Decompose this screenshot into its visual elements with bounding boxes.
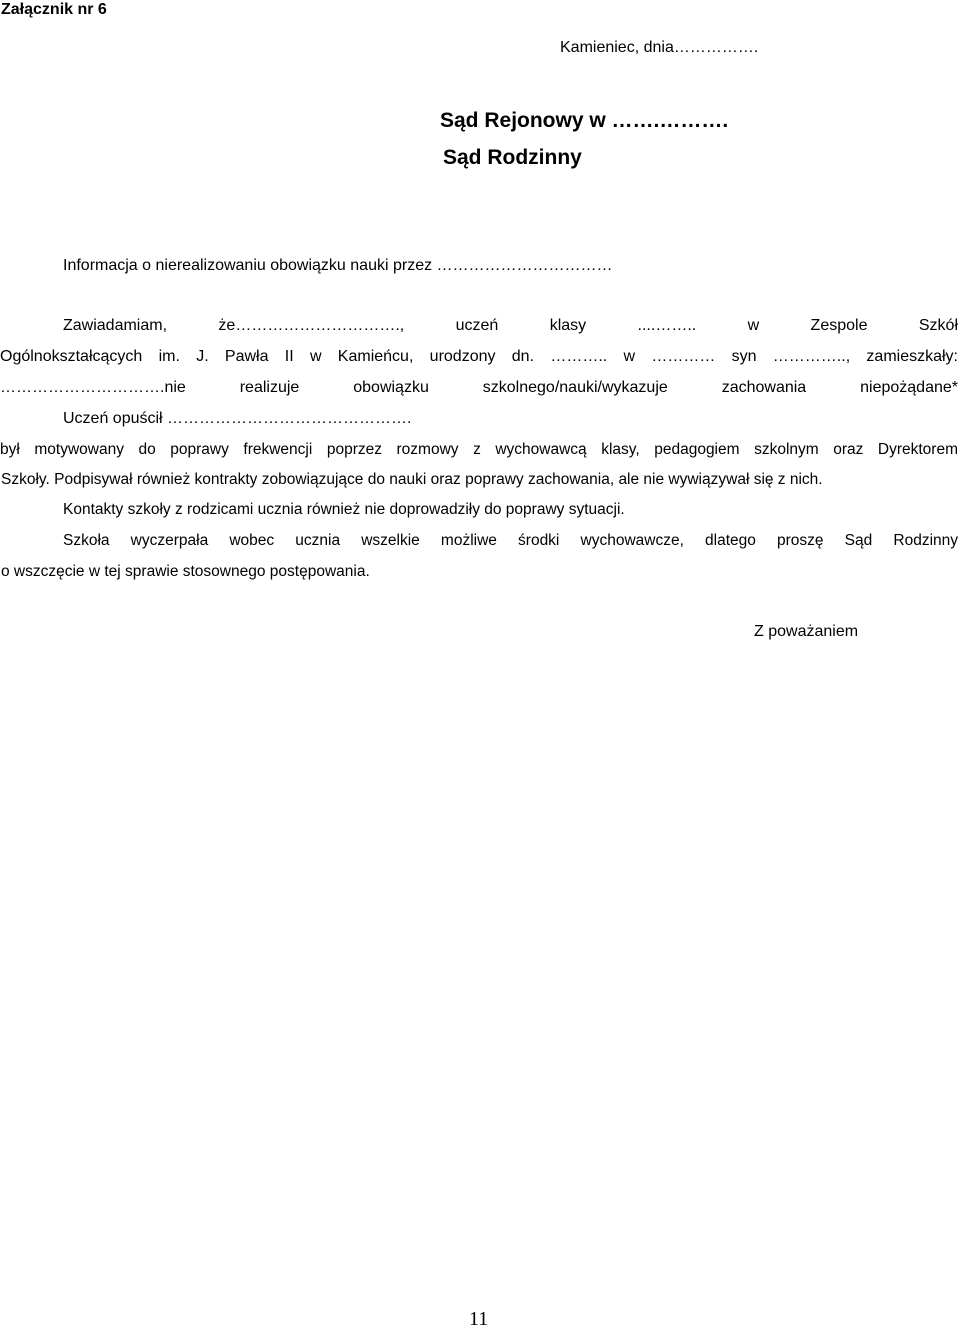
- absence-paragraph: Uczeń opuścił ……………………………………….: [63, 410, 412, 427]
- document-subject: Informacja o nierealizowaniu obowiązku nauki przez ……………………………: [63, 257, 613, 274]
- motivation-paragraph-line: był motywowany do poprawy frekwencji poprzez rozmowy z wychowawcą klasy, pedagogiem szkolnym oraz Dyrektorem: [0, 441, 958, 458]
- parent-contact-paragraph: Kontakty szkoły z rodzicami ucznia również nie doprowadziły do poprawy sytuacji.: [63, 501, 625, 518]
- court-division: Sąd Rodzinny: [443, 146, 582, 169]
- place-and-date: Kamieniec, dnia…………….: [560, 39, 759, 56]
- motivation-paragraph-line: Szkoły. Podpisywał również kontrakty zobowiązujące do nauki oraz poprawy zachowania, ale nie wywiązywał się z nich.: [1, 471, 823, 488]
- request-paragraph-line: o wszczęcie w tej sprawie stosownego postępowania.: [1, 563, 370, 580]
- notification-paragraph-line: Zawiadamiam, że…………………………., uczeń klasy ....…….. w Zespole Szkół: [63, 317, 958, 334]
- attachment-label: Załącznik nr 6: [1, 1, 107, 18]
- closing-salutation: Z poważaniem: [754, 623, 859, 640]
- notification-paragraph-line: Ogólnokształcących im. J. Pawła II w Kamieńcu, urodzony dn. ……….. w ………… syn ………….., zamieszkały:: [0, 348, 958, 365]
- request-paragraph-line: Szkoła wyczerpała wobec ucznia wszelkie możliwe środki wychowawcze, dlatego proszę Sąd Rodzinny: [63, 532, 958, 549]
- page-number: 11: [469, 1308, 489, 1330]
- court-name: Sąd Rejonowy w …….……….: [440, 109, 729, 132]
- notification-paragraph-line: ………………………….nie realizuje obowiązku szkolnego/nauki/wykazuje zachowania niepożądane*: [0, 379, 958, 396]
